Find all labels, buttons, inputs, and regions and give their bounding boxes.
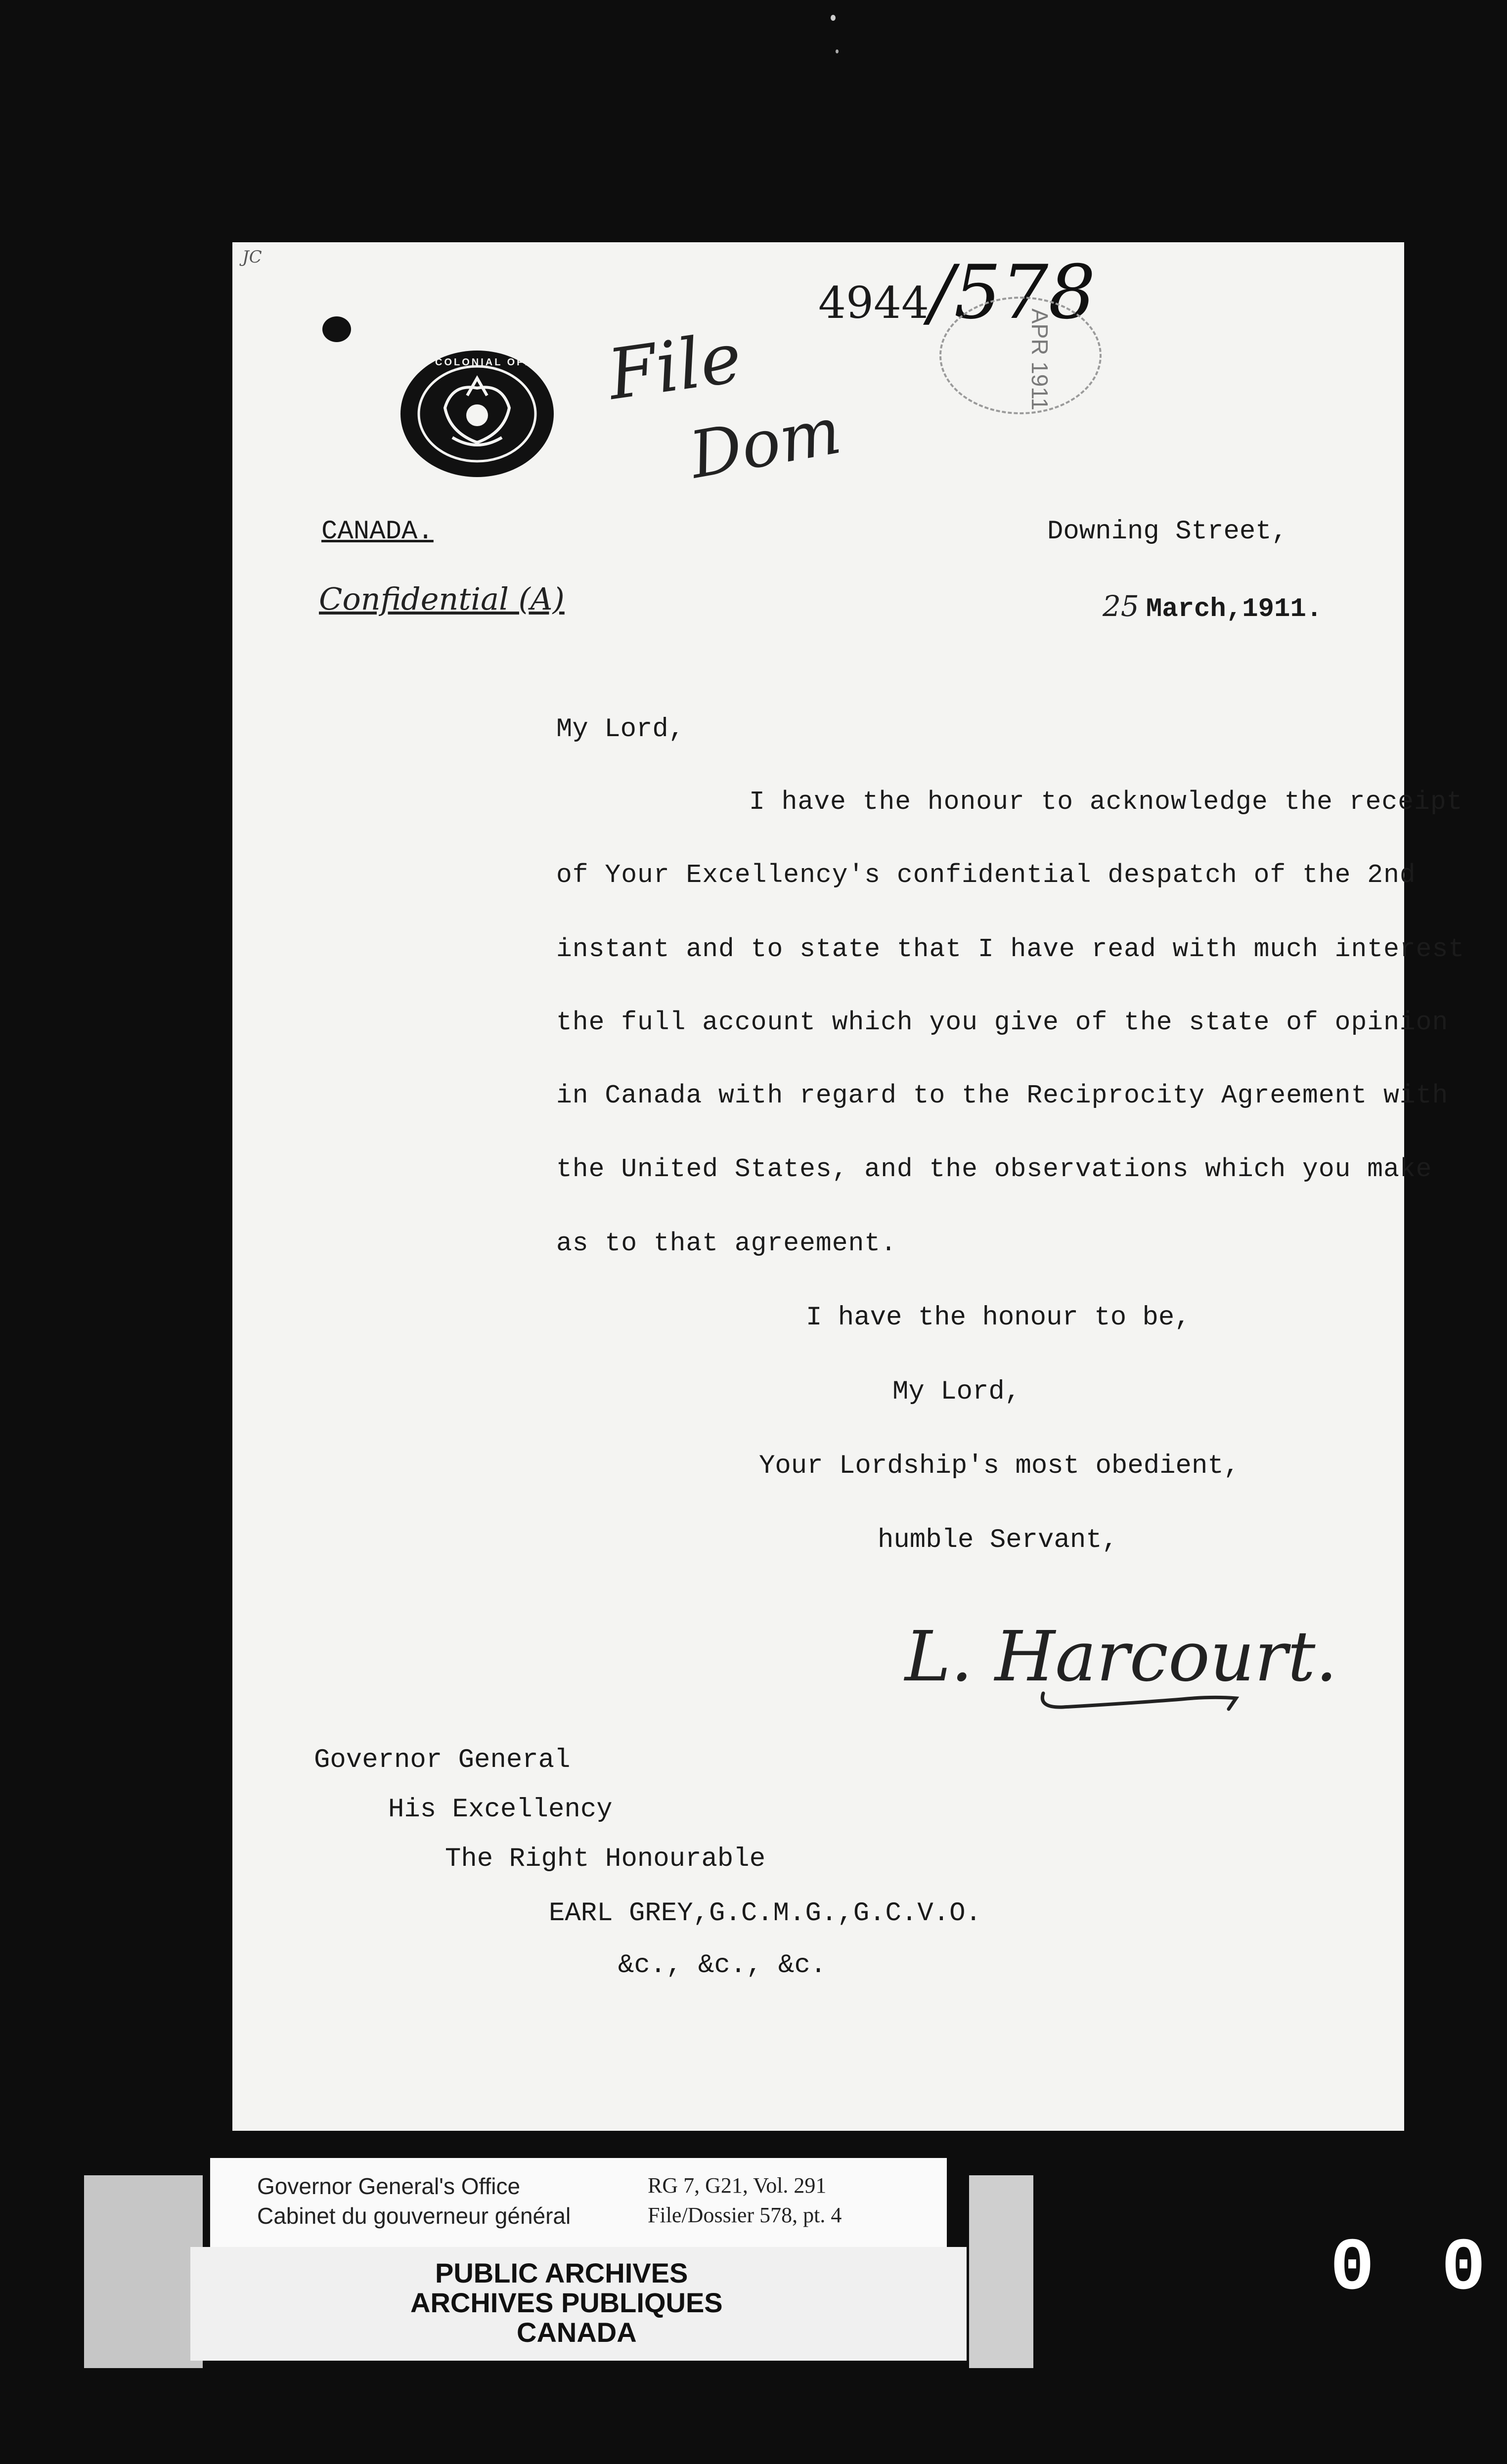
archives-country: CANADA: [517, 2317, 637, 2348]
addressee-line: EARL GREY,G.C.M.G.,G.C.V.O.: [549, 1898, 981, 1929]
body-line: as to that agreement.: [556, 1229, 897, 1258]
archive-file: File/Dossier 578, pt. 4: [648, 2203, 842, 2227]
body-line: of Your Excellency's confidential despatch of the 2nd: [556, 860, 1416, 890]
corner-mark: JC: [242, 247, 262, 267]
sender-address: Downing Street,: [1047, 517, 1288, 547]
office-name-fr: Cabinet du gouverneur général: [257, 2203, 571, 2229]
body-line: the full account which you give of the state of opinion: [556, 1008, 1449, 1037]
addressee-line: The Right Honourable: [445, 1844, 766, 1874]
received-stamp: [939, 297, 1102, 414]
body-line: instant and to state that I have read with much interest: [556, 934, 1465, 964]
closing-line: My Lord,: [892, 1377, 1021, 1407]
date-month-year: March,1911.: [1146, 594, 1323, 624]
archive-reference: RG 7, G21, Vol. 291: [648, 2173, 827, 2198]
body-line: in Canada with regard to the Reciprocity Agreement with: [556, 1081, 1449, 1110]
frame-mark: 0: [1441, 2227, 1486, 2311]
office-name-en: Governor General's Office: [257, 2173, 521, 2199]
signature: L. Harcourt.: [905, 1617, 1337, 1697]
salutation: My Lord,: [556, 714, 685, 745]
letter-date: [1103, 589, 1322, 624]
addressee-line: His Excellency: [388, 1795, 613, 1825]
confidential-note: Confidential (A): [319, 581, 565, 617]
country-heading: CANADA.: [321, 517, 434, 547]
archives-fr: ARCHIVES PUBLIQUES: [410, 2287, 723, 2318]
handwritten-annotation-dom: Dom: [684, 393, 846, 493]
archives-en: PUBLIC ARCHIVES: [435, 2257, 688, 2288]
film-speck: [831, 15, 836, 21]
signature-flourish: [1033, 1678, 1256, 1718]
film-grey-tab-right: [969, 2175, 1033, 2368]
body-line: the United States, and the observations which you make: [556, 1154, 1432, 1184]
film-grey-tab-left: [84, 2175, 203, 2368]
closing-line: humble Servant,: [878, 1525, 1118, 1555]
ink-blot: [322, 316, 351, 342]
handwritten-annotation-file: File: [603, 317, 747, 416]
file-number-typed: 4944: [818, 277, 929, 328]
body-line: I have the honour to acknowledge the receipt: [749, 787, 1463, 817]
closing-line: Your Lordship's most obedient,: [759, 1451, 1240, 1481]
closing-line: I have the honour to be,: [806, 1303, 1191, 1333]
frame-mark: 0: [1330, 2227, 1375, 2311]
addressee-line: &c., &c., &c.: [618, 1950, 827, 1980]
file-number-handwritten: /578: [929, 250, 1096, 336]
addressee-line: Governor General: [314, 1745, 571, 1775]
seal-text: COLONIAL OFFICE: [435, 357, 555, 368]
film-speck: [836, 49, 839, 53]
date-day-handwritten: 25: [1103, 589, 1139, 623]
stamp-date: APR 1911: [1027, 308, 1053, 411]
